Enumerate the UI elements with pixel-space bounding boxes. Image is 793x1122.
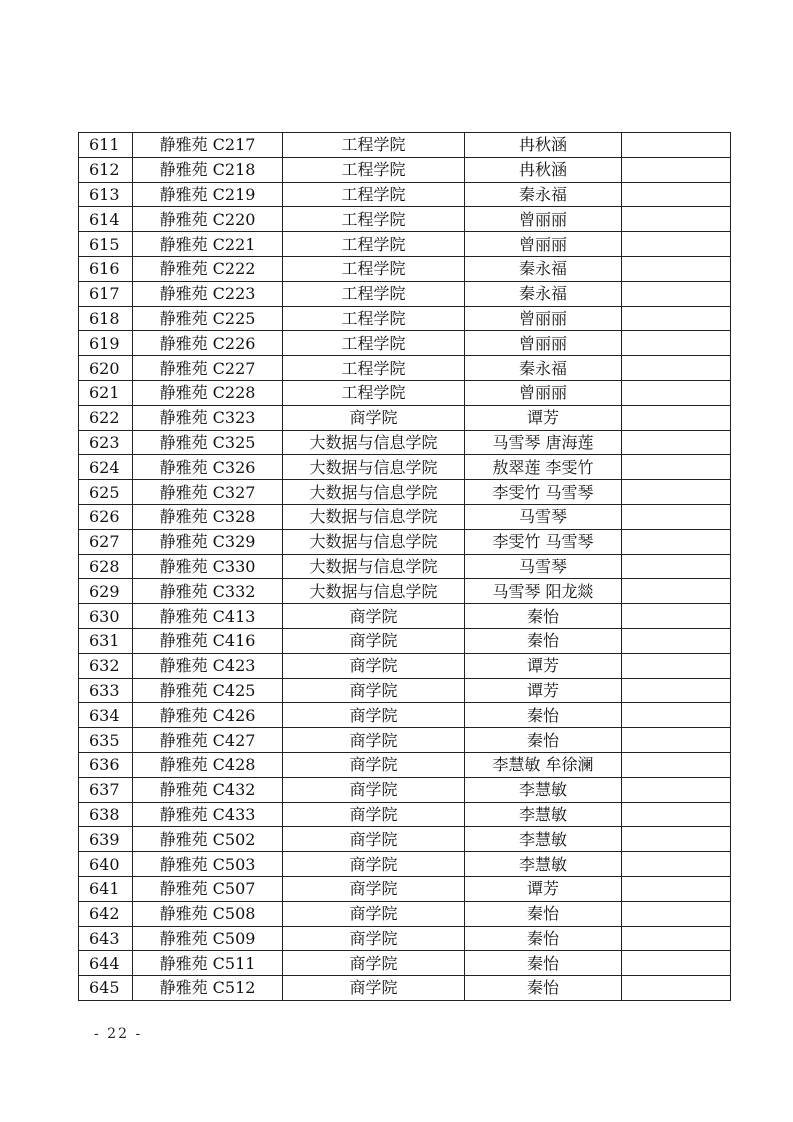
note-cell [622, 256, 731, 281]
room-cell: 静雅苑 C326 [133, 455, 283, 480]
college-cell: 商学院 [283, 728, 465, 753]
person-in-charge-cell: 曾丽丽 [465, 380, 622, 405]
table-row [79, 951, 731, 976]
table-row [79, 728, 731, 753]
college-cell: 工程学院 [283, 281, 465, 306]
note-cell [622, 232, 731, 257]
room-cell: 静雅苑 C432 [133, 777, 283, 802]
college-cell: 商学院 [283, 901, 465, 926]
page-number: - 22 - [94, 1026, 143, 1042]
person-in-charge-cell: 冉秋涵 [465, 133, 622, 158]
room-cell: 静雅苑 C428 [133, 752, 283, 777]
person-in-charge-cell: 李慧敏 [465, 777, 622, 802]
note-cell [622, 207, 731, 232]
table-row [79, 455, 731, 480]
college-cell: 商学院 [283, 405, 465, 430]
row-number-cell: 630 [79, 604, 133, 629]
table-row [79, 876, 731, 901]
college-cell: 大数据与信息学院 [283, 529, 465, 554]
college-cell: 工程学院 [283, 380, 465, 405]
row-number-cell: 628 [79, 554, 133, 579]
table-row [79, 182, 731, 207]
person-in-charge-cell: 曾丽丽 [465, 232, 622, 257]
room-cell: 静雅苑 C433 [133, 802, 283, 827]
college-cell: 工程学院 [283, 133, 465, 158]
row-number-cell: 613 [79, 182, 133, 207]
person-in-charge-cell: 秦怡 [465, 976, 622, 1001]
room-cell: 静雅苑 C223 [133, 281, 283, 306]
note-cell [622, 802, 731, 827]
room-cell: 静雅苑 C508 [133, 901, 283, 926]
person-in-charge-cell: 谭芳 [465, 653, 622, 678]
note-cell [622, 554, 731, 579]
college-cell: 商学院 [283, 604, 465, 629]
note-cell [622, 529, 731, 554]
college-cell: 工程学院 [283, 232, 465, 257]
row-number-cell: 640 [79, 852, 133, 877]
table-row [79, 802, 731, 827]
person-in-charge-cell: 马雪琴 阳龙燚 [465, 579, 622, 604]
college-cell: 商学院 [283, 703, 465, 728]
room-cell: 静雅苑 C507 [133, 876, 283, 901]
row-number-cell: 645 [79, 976, 133, 1001]
room-cell: 静雅苑 C416 [133, 628, 283, 653]
room-cell: 静雅苑 C219 [133, 182, 283, 207]
note-cell [622, 926, 731, 951]
person-in-charge-cell: 秦永福 [465, 356, 622, 381]
person-in-charge-cell: 秦怡 [465, 728, 622, 753]
table-row [79, 628, 731, 653]
note-cell [622, 430, 731, 455]
person-in-charge-cell: 秦怡 [465, 901, 622, 926]
college-cell: 商学院 [283, 976, 465, 1001]
college-cell: 大数据与信息学院 [283, 480, 465, 505]
college-cell: 大数据与信息学院 [283, 430, 465, 455]
table-row [79, 926, 731, 951]
room-cell: 静雅苑 C328 [133, 504, 283, 529]
room-cell: 静雅苑 C427 [133, 728, 283, 753]
college-cell: 工程学院 [283, 157, 465, 182]
row-number-cell: 612 [79, 157, 133, 182]
row-number-cell: 622 [79, 405, 133, 430]
room-cell: 静雅苑 C325 [133, 430, 283, 455]
table-row [79, 480, 731, 505]
note-cell [622, 604, 731, 629]
person-in-charge-cell: 李慧敏 [465, 852, 622, 877]
room-cell: 静雅苑 C509 [133, 926, 283, 951]
row-number-cell: 641 [79, 876, 133, 901]
note-cell [622, 678, 731, 703]
row-number-cell: 633 [79, 678, 133, 703]
table-row [79, 529, 731, 554]
room-cell: 静雅苑 C329 [133, 529, 283, 554]
note-cell [622, 703, 731, 728]
row-number-cell: 616 [79, 256, 133, 281]
note-cell [622, 951, 731, 976]
note-cell [622, 827, 731, 852]
college-cell: 工程学院 [283, 207, 465, 232]
table-row [79, 256, 731, 281]
note-cell [622, 157, 731, 182]
note-cell [622, 182, 731, 207]
person-in-charge-cell: 李雯竹 马雪琴 [465, 480, 622, 505]
person-in-charge-cell: 秦永福 [465, 281, 622, 306]
note-cell [622, 133, 731, 158]
row-number-cell: 643 [79, 926, 133, 951]
note-cell [622, 852, 731, 877]
row-number-cell: 639 [79, 827, 133, 852]
row-number-cell: 635 [79, 728, 133, 753]
note-cell [622, 752, 731, 777]
college-cell: 大数据与信息学院 [283, 455, 465, 480]
college-cell: 商学院 [283, 926, 465, 951]
room-cell: 静雅苑 C511 [133, 951, 283, 976]
college-cell: 商学院 [283, 752, 465, 777]
row-number-cell: 615 [79, 232, 133, 257]
table-row [79, 653, 731, 678]
table-row [79, 356, 731, 381]
person-in-charge-cell: 李慧敏 牟徐澜 [465, 752, 622, 777]
table-row [79, 281, 731, 306]
college-cell: 工程学院 [283, 331, 465, 356]
college-cell: 商学院 [283, 876, 465, 901]
person-in-charge-cell: 秦怡 [465, 951, 622, 976]
row-number-cell: 617 [79, 281, 133, 306]
person-in-charge-cell: 秦怡 [465, 703, 622, 728]
person-in-charge-cell: 李雯竹 马雪琴 [465, 529, 622, 554]
note-cell [622, 356, 731, 381]
college-cell: 商学院 [283, 653, 465, 678]
table-row [79, 678, 731, 703]
note-cell [622, 405, 731, 430]
room-cell: 静雅苑 C425 [133, 678, 283, 703]
table-row [79, 852, 731, 877]
row-number-cell: 638 [79, 802, 133, 827]
college-cell: 工程学院 [283, 306, 465, 331]
person-in-charge-cell: 敖翠莲 李雯竹 [465, 455, 622, 480]
college-cell: 商学院 [283, 802, 465, 827]
room-cell: 静雅苑 C426 [133, 703, 283, 728]
table-row [79, 157, 731, 182]
row-number-cell: 618 [79, 306, 133, 331]
person-in-charge-cell: 秦怡 [465, 628, 622, 653]
row-number-cell: 624 [79, 455, 133, 480]
note-cell [622, 455, 731, 480]
row-number-cell: 636 [79, 752, 133, 777]
college-cell: 商学院 [283, 628, 465, 653]
note-cell [622, 777, 731, 802]
room-cell: 静雅苑 C332 [133, 579, 283, 604]
room-cell: 静雅苑 C327 [133, 480, 283, 505]
person-in-charge-cell: 秦怡 [465, 926, 622, 951]
table-row [79, 752, 731, 777]
row-number-cell: 621 [79, 380, 133, 405]
dormitory-assignment-table [78, 132, 731, 1001]
row-number-cell: 631 [79, 628, 133, 653]
note-cell [622, 628, 731, 653]
college-cell: 大数据与信息学院 [283, 579, 465, 604]
room-cell: 静雅苑 C218 [133, 157, 283, 182]
person-in-charge-cell: 马雪琴 唐海莲 [465, 430, 622, 455]
row-number-cell: 632 [79, 653, 133, 678]
note-cell [622, 281, 731, 306]
person-in-charge-cell: 曾丽丽 [465, 306, 622, 331]
note-cell [622, 380, 731, 405]
person-in-charge-cell: 李慧敏 [465, 802, 622, 827]
room-cell: 静雅苑 C330 [133, 554, 283, 579]
table-row [79, 976, 731, 1001]
college-cell: 工程学院 [283, 356, 465, 381]
college-cell: 大数据与信息学院 [283, 554, 465, 579]
person-in-charge-cell: 马雪琴 [465, 554, 622, 579]
person-in-charge-cell: 秦永福 [465, 182, 622, 207]
room-cell: 静雅苑 C413 [133, 604, 283, 629]
person-in-charge-cell: 曾丽丽 [465, 207, 622, 232]
table-row [79, 579, 731, 604]
note-cell [622, 579, 731, 604]
note-cell [622, 728, 731, 753]
college-cell: 商学院 [283, 852, 465, 877]
room-cell: 静雅苑 C226 [133, 331, 283, 356]
room-cell: 静雅苑 C222 [133, 256, 283, 281]
room-cell: 静雅苑 C423 [133, 653, 283, 678]
row-number-cell: 637 [79, 777, 133, 802]
row-number-cell: 626 [79, 504, 133, 529]
college-cell: 工程学院 [283, 256, 465, 281]
note-cell [622, 976, 731, 1001]
college-cell: 商学院 [283, 678, 465, 703]
room-cell: 静雅苑 C220 [133, 207, 283, 232]
table-row [79, 232, 731, 257]
table-body [79, 133, 731, 1001]
table-row [79, 554, 731, 579]
row-number-cell: 629 [79, 579, 133, 604]
table-row [79, 207, 731, 232]
row-number-cell: 644 [79, 951, 133, 976]
row-number-cell: 614 [79, 207, 133, 232]
room-cell: 静雅苑 C221 [133, 232, 283, 257]
person-in-charge-cell: 谭芳 [465, 678, 622, 703]
table-row [79, 901, 731, 926]
row-number-cell: 627 [79, 529, 133, 554]
room-cell: 静雅苑 C227 [133, 356, 283, 381]
row-number-cell: 625 [79, 480, 133, 505]
note-cell [622, 876, 731, 901]
college-cell: 工程学院 [283, 182, 465, 207]
table-row [79, 380, 731, 405]
row-number-cell: 634 [79, 703, 133, 728]
row-number-cell: 620 [79, 356, 133, 381]
room-cell: 静雅苑 C502 [133, 827, 283, 852]
room-cell: 静雅苑 C323 [133, 405, 283, 430]
room-cell: 静雅苑 C225 [133, 306, 283, 331]
table-row [79, 703, 731, 728]
room-cell: 静雅苑 C228 [133, 380, 283, 405]
table-row [79, 777, 731, 802]
room-cell: 静雅苑 C217 [133, 133, 283, 158]
note-cell [622, 504, 731, 529]
college-cell: 商学院 [283, 827, 465, 852]
college-cell: 商学院 [283, 951, 465, 976]
table-row [79, 133, 731, 158]
table-row [79, 827, 731, 852]
person-in-charge-cell: 冉秋涵 [465, 157, 622, 182]
room-cell: 静雅苑 C512 [133, 976, 283, 1001]
note-cell [622, 901, 731, 926]
person-in-charge-cell: 曾丽丽 [465, 331, 622, 356]
person-in-charge-cell: 谭芳 [465, 405, 622, 430]
person-in-charge-cell: 秦永福 [465, 256, 622, 281]
row-number-cell: 619 [79, 331, 133, 356]
person-in-charge-cell: 马雪琴 [465, 504, 622, 529]
college-cell: 商学院 [283, 777, 465, 802]
table-row [79, 405, 731, 430]
table-row [79, 430, 731, 455]
table-row [79, 604, 731, 629]
row-number-cell: 642 [79, 901, 133, 926]
person-in-charge-cell: 李慧敏 [465, 827, 622, 852]
college-cell: 大数据与信息学院 [283, 504, 465, 529]
row-number-cell: 623 [79, 430, 133, 455]
row-number-cell: 611 [79, 133, 133, 158]
person-in-charge-cell: 秦怡 [465, 604, 622, 629]
note-cell [622, 331, 731, 356]
note-cell [622, 653, 731, 678]
note-cell [622, 480, 731, 505]
room-cell: 静雅苑 C503 [133, 852, 283, 877]
table-row [79, 306, 731, 331]
person-in-charge-cell: 谭芳 [465, 876, 622, 901]
note-cell [622, 306, 731, 331]
table-row [79, 504, 731, 529]
table-row [79, 331, 731, 356]
